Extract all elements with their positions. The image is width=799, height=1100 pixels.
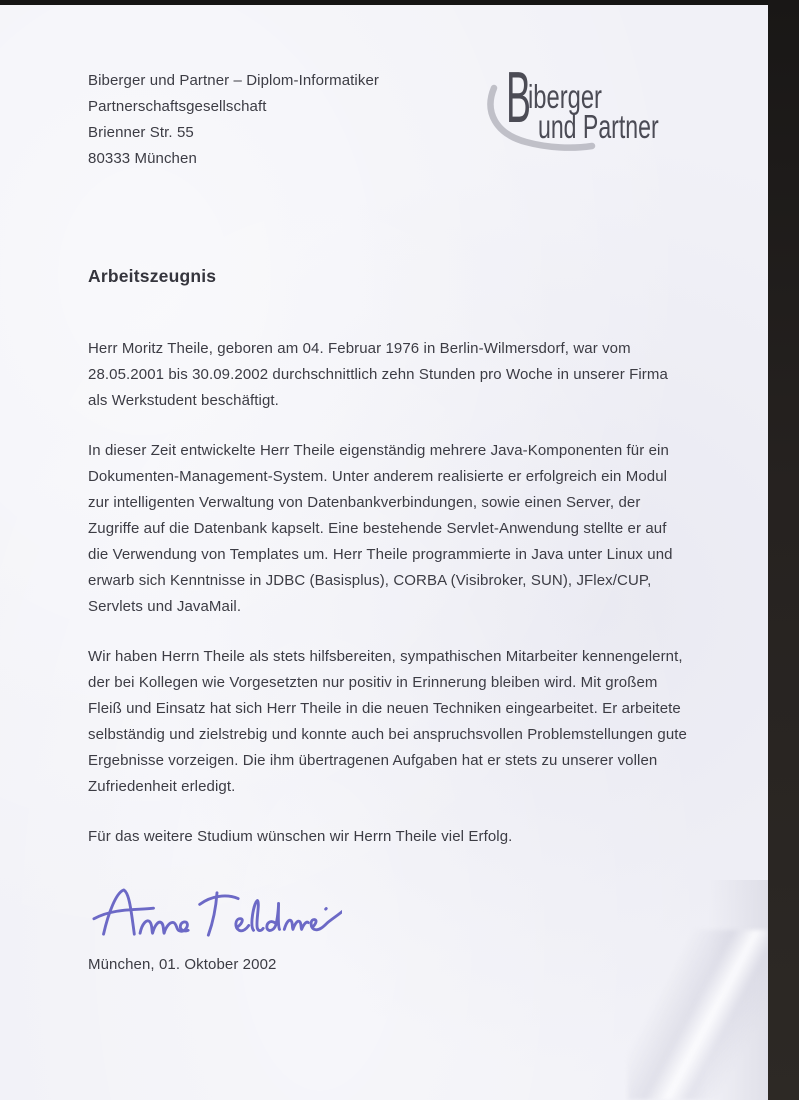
- sender-line: Brienner Str. 55: [88, 124, 194, 141]
- sender-line: 80333 München: [88, 150, 197, 167]
- document-title: Arbeitszeugnis: [88, 266, 217, 286]
- sender-line: Biberger und Partner – Diplom-Informatiker: [88, 72, 379, 89]
- company-logo: [484, 60, 714, 160]
- page-curl-shadow: [628, 930, 768, 1100]
- scan-right-edge: [768, 0, 799, 1100]
- sender-line: Partnerschaftsgesellschaft: [88, 98, 267, 115]
- sender-address: [88, 68, 379, 172]
- logo-word-rest: iberger: [528, 79, 602, 117]
- scan-top-edge: [0, 0, 799, 5]
- paragraph-wishes: Für das weitere Studium wünschen wir Herrn Theile viel Erfolg.: [88, 828, 513, 845]
- logo-graphic: [484, 60, 714, 160]
- paragraph-employment-facts: Herr Moritz Theile, geboren am 04. Februar 1976 in Berlin-Wilmersdorf, war vom 28.05.2001 bis 30.09.2002 durchschnittlich zehn Stunden pro Woche in unserer Firma als Werkstudent beschäftigt.: [88, 340, 668, 409]
- handwritten-signature: [92, 878, 342, 948]
- place-date-line: München, 01. Oktober 2002: [88, 956, 277, 973]
- logo-word-line2: und Partner: [538, 109, 659, 147]
- paragraph-tasks: In dieser Zeit entwickelte Herr Theile eigenständig mehrere Java-Komponenten für ein Dokumenten-Management-System. Unter anderem realisierte er erfolgreich ein Modul zur intelligenten Verwaltung von Datenbankverbindungen, sowie einen Server, der Zugriffe auf die Datenbank kapselt. Eine bestehende Servlet-Anwendung stellte er auf die Verwendung von Templates um. Herr Theile programmierte in Java unter Linux und erwarb sich Kenntnisse in JDBC (Basisplus), CORBA (Visibroker, SUN), JFlex/CUP, Servlets und JavaMail.: [88, 442, 673, 615]
- letter-body: [88, 336, 688, 874]
- paragraph-evaluation: Wir haben Herrn Theile als stets hilfsbereiten, sympathischen Mitarbeiter kennengelernt, der bei Kollegen wie Vorgesetzten nur positiv in Erinnerung bleiben wird. Mit großem Fleiß und Einsatz hat sich Herr Theile in die neuen Techniken eingearbeitet. Er arbeitete selbständig und zielstrebig und konnte auch bei anspruchsvollen Problemstellungen gute Ergebnisse vorzeigen. Die ihm übertragenen Aufgaben hat er stets zu unserer vollen Zufriedenheit erledigt.: [88, 648, 687, 795]
- logo-initial: B: [506, 60, 531, 139]
- signature-drawing: [92, 878, 342, 948]
